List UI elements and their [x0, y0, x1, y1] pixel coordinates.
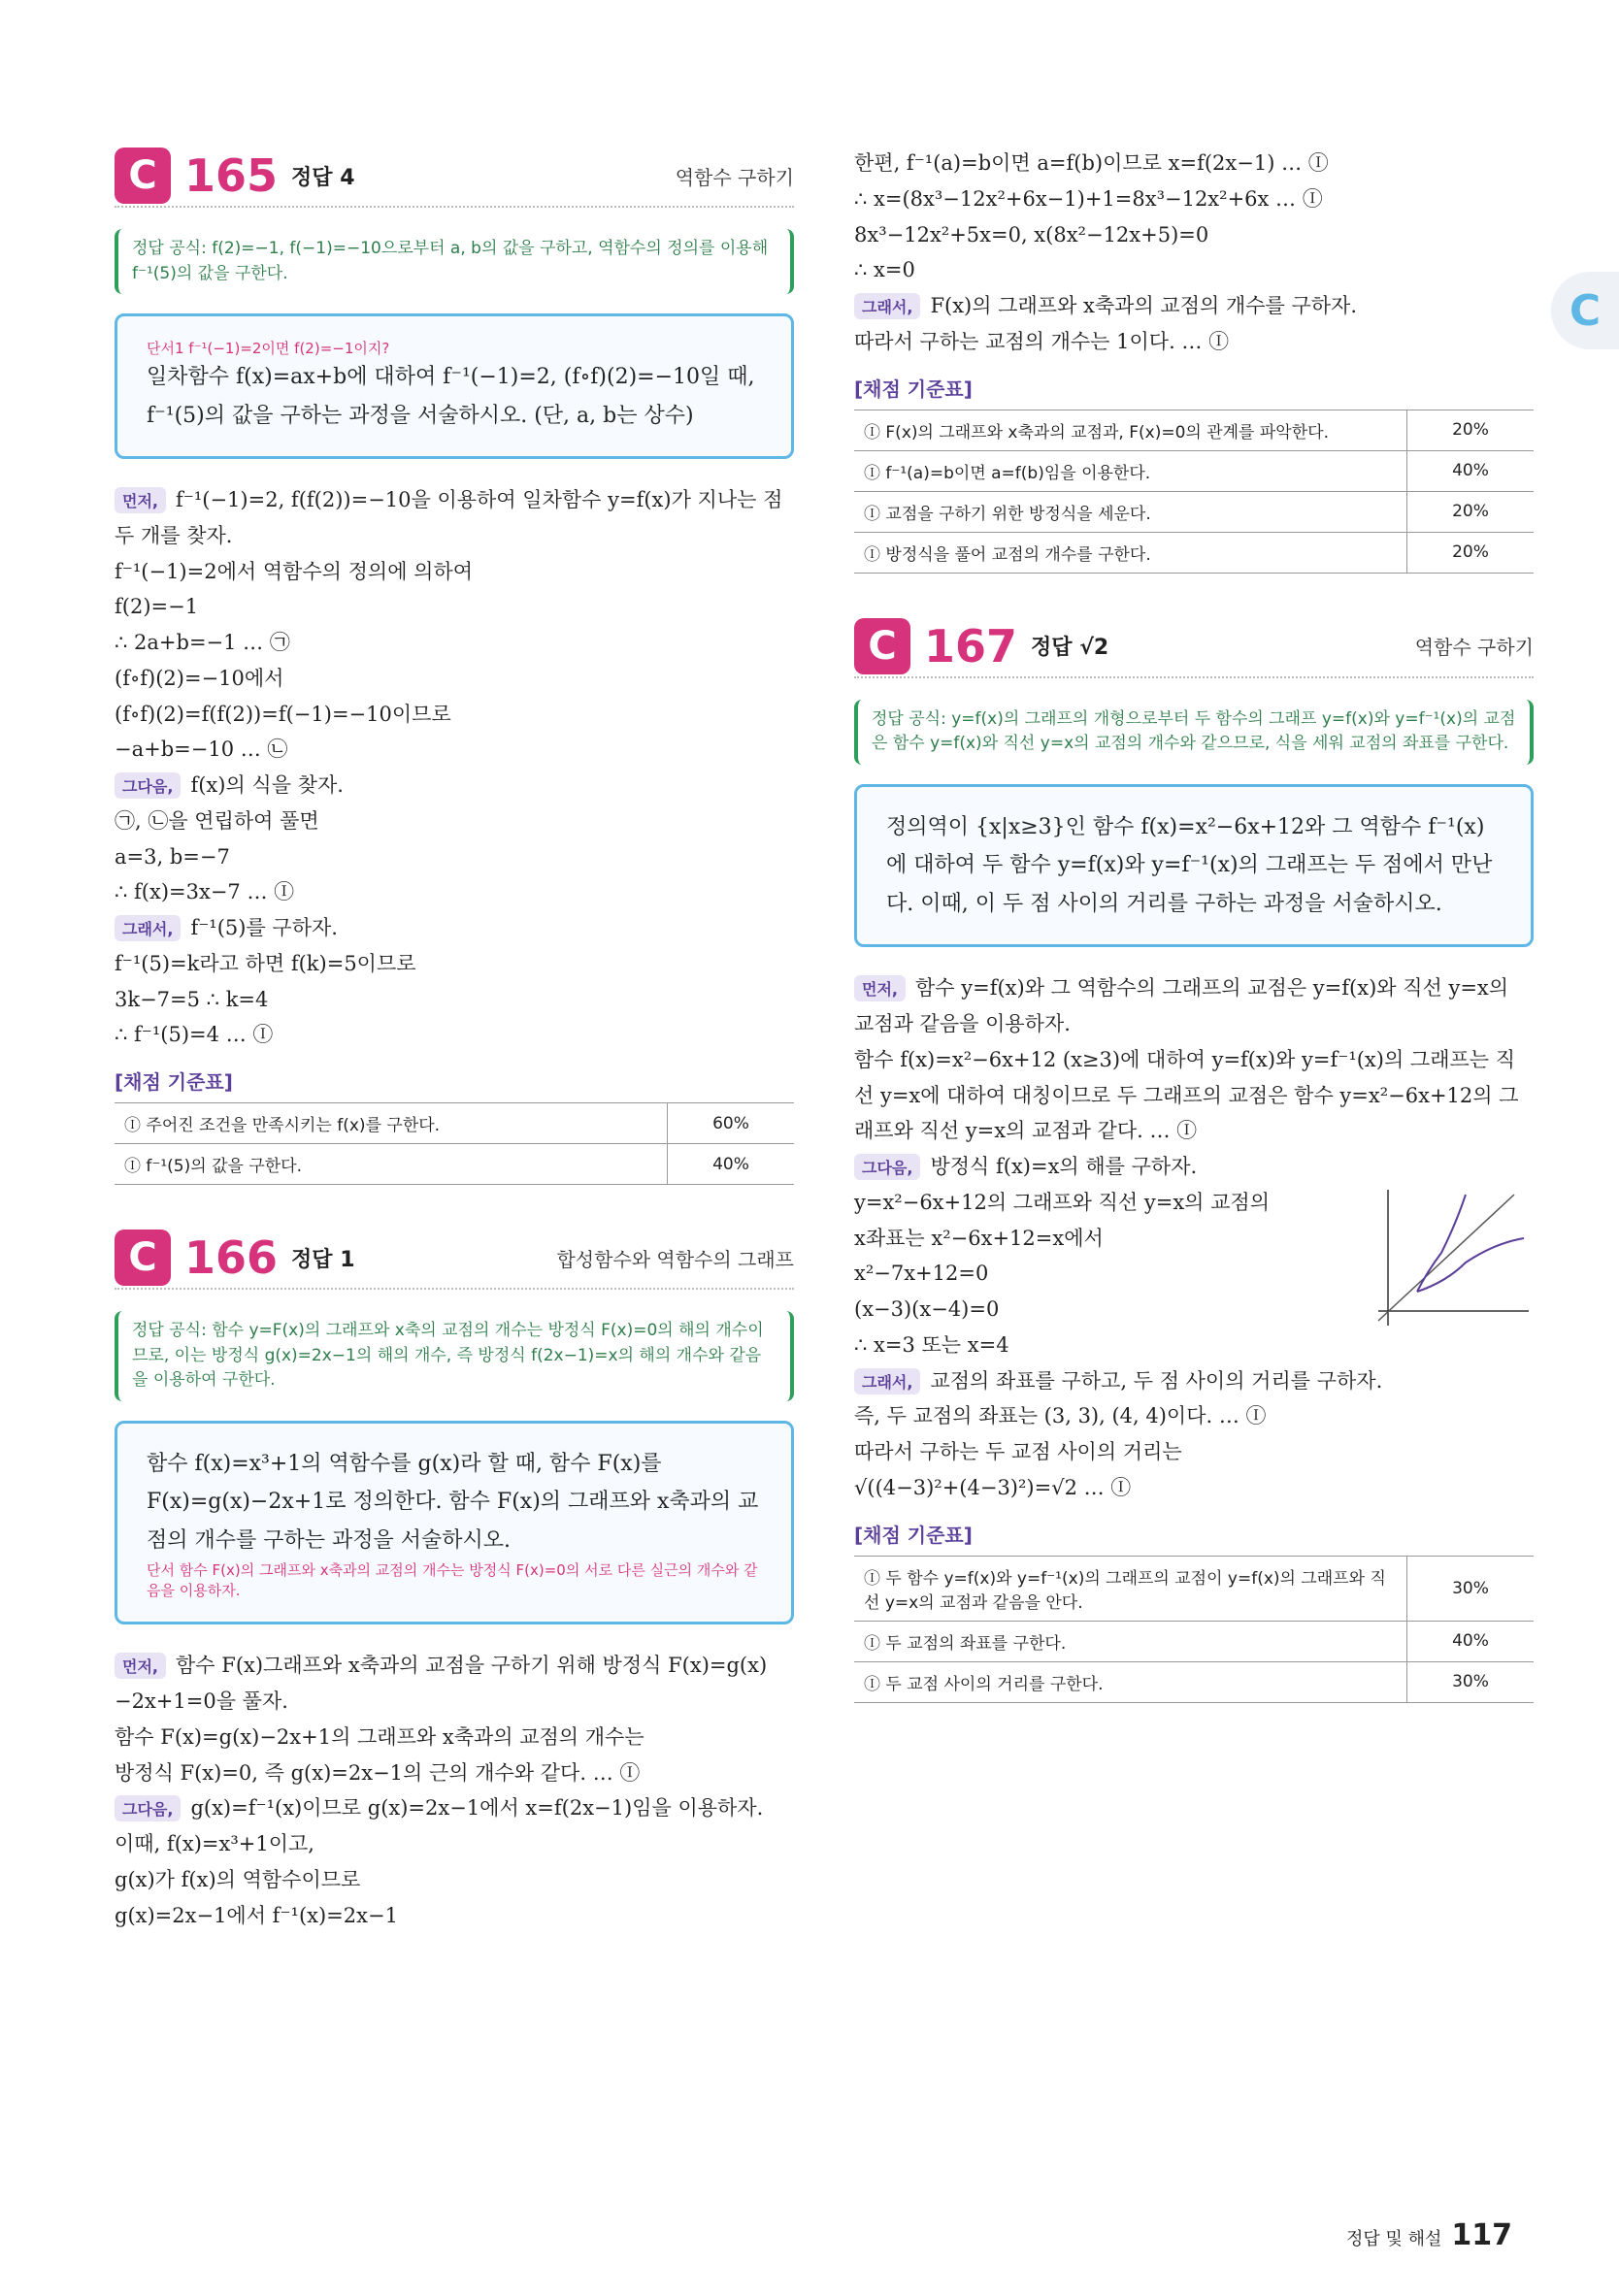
- solution-line: y=x²−6x+12의 그래프와 직선 y=x의 교점의: [854, 1190, 1270, 1214]
- rubric-percent: 30%: [1407, 1556, 1535, 1621]
- curve-f: [1417, 1195, 1466, 1292]
- level-badge: C: [115, 1230, 171, 1286]
- table-row: [854, 410, 1534, 450]
- step-label: 먼저,: [115, 1653, 166, 1679]
- solution-line: (f∘f)(2)=f(f(2))=f(−1)=−10이므로: [115, 702, 451, 726]
- key-formula: 정답 공식: f(2)=−1, f(−1)=−10으로부터 a, b의 값을 구하고, 역함수의 정의를 이용해 f⁻¹(5)의 값을 구한다.: [115, 229, 794, 294]
- question-text: 일차함수 f(x)=ax+b에 대하여 f⁻¹(−1)=2, (f∘f)(2)=−10일 때, f⁻¹(5)의 값을 구하는 과정을 서술하시오. (단, a, b는 상수): [147, 365, 755, 428]
- step-label: 그래서,: [115, 915, 181, 941]
- solution-line: 한편, f⁻¹(a)=b이면 a=f(b)이므로 x=f(2x−1) … Ⓘ: [854, 151, 1329, 175]
- hint-note: 단서 함수 F(x)의 그래프와 x축과의 교점의 개수는 방정식 F(x)=0의 서로 다른 실근의 개수와 같음을 이용하자.: [147, 1561, 758, 1600]
- table-row: [854, 450, 1534, 491]
- question-text: 정의역이 {x|x≥3}인 함수 f(x)=x²−6x+12와 그 역함수 f⁻¹(x)에 대하여 두 함수 y=f(x)와 y=f⁻¹(x)의 그래프는 두 점에서 만난다. 이때, 이 두 점 사이의 거리를 구하는 과정을 서술하시오.: [886, 814, 1493, 916]
- problem-number: 167: [924, 619, 1018, 672]
- key-formula: 정답 공식: y=f(x)의 그래프의 개형으로부터 두 함수의 그래프 y=f(x)와 y=f⁻¹(x)의 교점은 함수 y=f(x)와 직선 y=x의 교점의 개수와 같으므로, 식을 세워 교점의 좌표를 구한다.: [854, 700, 1534, 765]
- step-next: [115, 1790, 794, 1826]
- solution-line: 3k−7=5 ∴ k=4: [115, 987, 269, 1011]
- line-y-equals-x: [1378, 1195, 1514, 1321]
- problem-165: [115, 146, 794, 1185]
- step-then: [854, 288, 1534, 324]
- rubric-item: Ⓘ f⁻¹(a)=b이면 a=f(b)임을 이용한다.: [854, 450, 1407, 491]
- solution-line: x²−7x+12=0: [854, 1262, 989, 1286]
- rubric-item: Ⓘ 주어진 조건을 만족시키는 f(x)를 구한다.: [115, 1103, 668, 1144]
- rubric-percent: 30%: [1407, 1661, 1535, 1702]
- question-box: [115, 313, 794, 459]
- solution-line: a=3, b=−7: [115, 844, 230, 869]
- solution-line: 이때, f(x)=x³+1이고,: [115, 1832, 314, 1856]
- rubric-title: [채점 기준표]: [854, 377, 973, 401]
- step-text: 교점의 좌표를 구하고, 두 점 사이의 거리를 구하자.: [930, 1368, 1383, 1393]
- topic-label: 합성함수와 역함수의 그래프: [556, 1247, 794, 1271]
- step-text: 방정식 f(x)=x의 해를 구하자.: [930, 1155, 1198, 1179]
- rubric-item: Ⓘ 두 교점 사이의 거리를 구한다.: [854, 1661, 1407, 1702]
- step-label: 그래서,: [854, 293, 920, 319]
- solution-line: 따라서 구하는 두 교점 사이의 거리는: [854, 1440, 1182, 1464]
- step-label: 그다음,: [854, 1154, 920, 1180]
- level-badge: C: [115, 148, 171, 204]
- step-text: f⁻¹(−1)=2, f(f(2))=−10을 이용하여 일차함수 y=f(x)가 지나는 점 두 개를 찾자.: [115, 488, 783, 547]
- level-badge: C: [854, 618, 910, 674]
- inverse-function-graph: [1359, 1185, 1534, 1330]
- solution-line: g(x)가 f(x)의 역함수이므로: [115, 1867, 361, 1891]
- rubric-title: [채점 기준표]: [115, 1070, 233, 1095]
- table-row: [115, 1144, 794, 1185]
- problem-header: [854, 616, 1534, 678]
- solution-line: ∴ x=3 또는 x=4: [854, 1332, 1009, 1357]
- answer-label: 정답 1: [291, 1247, 355, 1272]
- step-next: [854, 1149, 1534, 1185]
- problem-166-continued: [854, 146, 1534, 574]
- right-column: [854, 146, 1534, 1746]
- solution-line: x좌표는 x²−6x+12=x에서: [854, 1226, 1104, 1250]
- solution-line: ∴ f⁻¹(5)=4 … Ⓘ: [115, 1023, 274, 1047]
- solution-line: (f∘f)(2)=−10에서: [115, 666, 284, 690]
- step-first: [115, 1648, 794, 1720]
- solution-line: ∴ x=(8x³−12x²+6x−1)+1=8x³−12x²+6x … Ⓘ: [854, 186, 1323, 211]
- table-row: [854, 1556, 1534, 1621]
- solution-line: −a+b=−10 … ㉡: [115, 738, 288, 762]
- rubric-item: Ⓘ 방정식을 풀어 교점의 개수를 구한다.: [854, 532, 1407, 573]
- rubric-table: [854, 1556, 1534, 1703]
- table-row: [854, 1621, 1534, 1661]
- solution-line: ∴ f(x)=3x−7 … Ⓘ: [115, 880, 295, 904]
- conclusion-line: 따라서 구하는 교점의 개수는 1이다. … Ⓘ: [854, 329, 1230, 353]
- hint-note: 단서1 f⁻¹(−1)=2이면 f(2)=−1이지?: [147, 340, 390, 357]
- rubric-item: Ⓘ 두 교점의 좌표를 구한다.: [854, 1621, 1407, 1661]
- step-text: F(x)의 그래프와 x축과의 교점의 개수를 구하자.: [930, 294, 1358, 317]
- solution-line: f⁻¹(−1)=2에서 역함수의 정의에 의하여: [115, 559, 474, 583]
- table-row: [854, 491, 1534, 532]
- problem-header: [115, 146, 794, 208]
- step-text: 함수 F(x)그래프와 x축과의 교점을 구하기 위해 방정식 F(x)=g(x)−2x+1=0을 풀자.: [115, 1654, 768, 1714]
- key-formula: 정답 공식: 함수 y=F(x)의 그래프와 x축의 교점의 개수는 방정식 F(x)=0의 해의 개수이므로, 이는 방정식 g(x)=2x−1의 해의 개수, 즉 방정식 f(2x−1)=x의 해의 개수와 같음을 이용하여 구한다.: [115, 1311, 794, 1401]
- chapter-tab: C: [1551, 272, 1619, 349]
- solution-line: 8x³−12x²+5x=0, x(8x²−12x+5)=0: [854, 222, 1209, 246]
- rubric-item: Ⓘ F(x)의 그래프와 x축과의 교점과, F(x)=0의 관계를 파악한다.: [854, 410, 1407, 450]
- step-text: 함수 y=f(x)와 그 역함수의 그래프의 교점은 y=f(x)와 직선 y=x의 교점과 같음을 이용하자.: [854, 976, 1509, 1036]
- answer-label: 정답 4: [291, 165, 355, 190]
- step-label: 그다음,: [115, 772, 181, 799]
- problem-header: [115, 1228, 794, 1290]
- rubric-item: Ⓘ 두 함수 y=f(x)와 y=f⁻¹(x)의 그래프의 교점이 y=f(x)의 그래프와 직선 y=x의 교점과 같음을 안다.: [854, 1556, 1407, 1621]
- solution-line: ∴ x=0: [854, 258, 915, 282]
- rubric-table: [115, 1102, 794, 1185]
- solution-line: √((4−3)²+(4−3)²)=√2 … Ⓘ: [854, 1475, 1132, 1499]
- rubric-item: Ⓘ 교점을 구하기 위한 방정식을 세운다.: [854, 491, 1407, 532]
- step-then: [854, 1363, 1534, 1399]
- rubric-item: Ⓘ f⁻¹(5)의 값을 구한다.: [115, 1144, 668, 1185]
- step-label: 먼저,: [115, 487, 166, 513]
- footer-label: 정답 및 해설: [1345, 2229, 1442, 2249]
- step-next: [115, 768, 794, 804]
- step-label: 그다음,: [115, 1795, 181, 1821]
- solution-line: 함수 f(x)=x²−6x+12 (x≥3)에 대하여 y=f(x)와 y=f⁻¹(x)의 그래프는 직선 y=x에 대하여 대칭이므로 두 그래프의 교점은 함수 y=x²−6x+12의 그래프와 직선 y=x의 교점과 같다. … Ⓘ: [854, 1047, 1519, 1143]
- solution-line: 즉, 두 교점의 좌표는 (3, 3), (4, 4)이다. … Ⓘ: [854, 1404, 1267, 1428]
- step-first: [115, 482, 794, 554]
- step-text: f(x)의 식을 찾자.: [190, 773, 344, 798]
- topic-label: 역함수 구하기: [675, 165, 794, 189]
- solution-line: 방정식 F(x)=0, 즉 g(x)=2x−1의 근의 개수와 같다. … Ⓘ: [115, 1760, 641, 1785]
- solution-line: 함수 F(x)=g(x)−2x+1의 그래프와 x축과의 교점의 개수는: [115, 1724, 644, 1749]
- table-row: [115, 1103, 794, 1144]
- rubric-percent: 20%: [1407, 491, 1535, 532]
- topic-label: 역함수 구하기: [1414, 636, 1534, 659]
- problem-166: [115, 1228, 794, 1933]
- page-number: 117: [1451, 2218, 1512, 2252]
- step-text: f⁻¹(5)를 구하자.: [190, 916, 338, 940]
- rubric-percent: 40%: [1407, 1621, 1535, 1661]
- step-label: 그래서,: [854, 1368, 920, 1394]
- solution-line: g(x)=2x−1에서 f⁻¹(x)=2x−1: [115, 1903, 398, 1927]
- problem-number: 166: [184, 1231, 279, 1285]
- step-text: g(x)=f⁻¹(x)이므로 g(x)=2x−1에서 x=f(2x−1)임을 이용하자.: [190, 1796, 764, 1820]
- step-then: [115, 910, 794, 946]
- problem-167: [854, 616, 1534, 1703]
- rubric-percent: 40%: [668, 1144, 795, 1185]
- rubric-percent: 40%: [1407, 450, 1535, 491]
- rubric-percent: 20%: [1407, 410, 1535, 450]
- table-row: [854, 1661, 1534, 1702]
- page-footer: [1346, 2218, 1512, 2252]
- rubric-percent: 60%: [668, 1103, 795, 1144]
- solution-line: ∴ 2a+b=−1 … ㉠: [115, 631, 290, 655]
- left-column: [115, 146, 794, 1976]
- solution-line: ㉠, ㉡을 연립하여 풀면: [115, 808, 319, 833]
- question-text: 함수 f(x)=x³+1의 역함수를 g(x)라 할 때, 함수 F(x)를 F(x)=g(x)−2x+1로 정의한다. 함수 F(x)의 그래프와 x축과의 교점의 개수를 구하는 과정을 서술하시오.: [147, 1451, 759, 1553]
- rubric-percent: 20%: [1407, 532, 1535, 573]
- step-first: [854, 970, 1534, 1042]
- answer-label: 정답 √2: [1031, 636, 1109, 660]
- table-row: [854, 532, 1534, 573]
- solution-line: f⁻¹(5)=k라고 하면 f(k)=5이므로: [115, 951, 416, 975]
- solution-line: f(2)=−1: [115, 595, 199, 619]
- rubric-table: [854, 410, 1534, 574]
- solution-line: (x−3)(x−4)=0: [854, 1297, 1000, 1322]
- question-box: [854, 784, 1534, 948]
- step-label: 먼저,: [854, 975, 906, 1001]
- problem-number: 165: [184, 149, 279, 202]
- rubric-title: [채점 기준표]: [854, 1523, 973, 1547]
- question-box: [115, 1421, 794, 1625]
